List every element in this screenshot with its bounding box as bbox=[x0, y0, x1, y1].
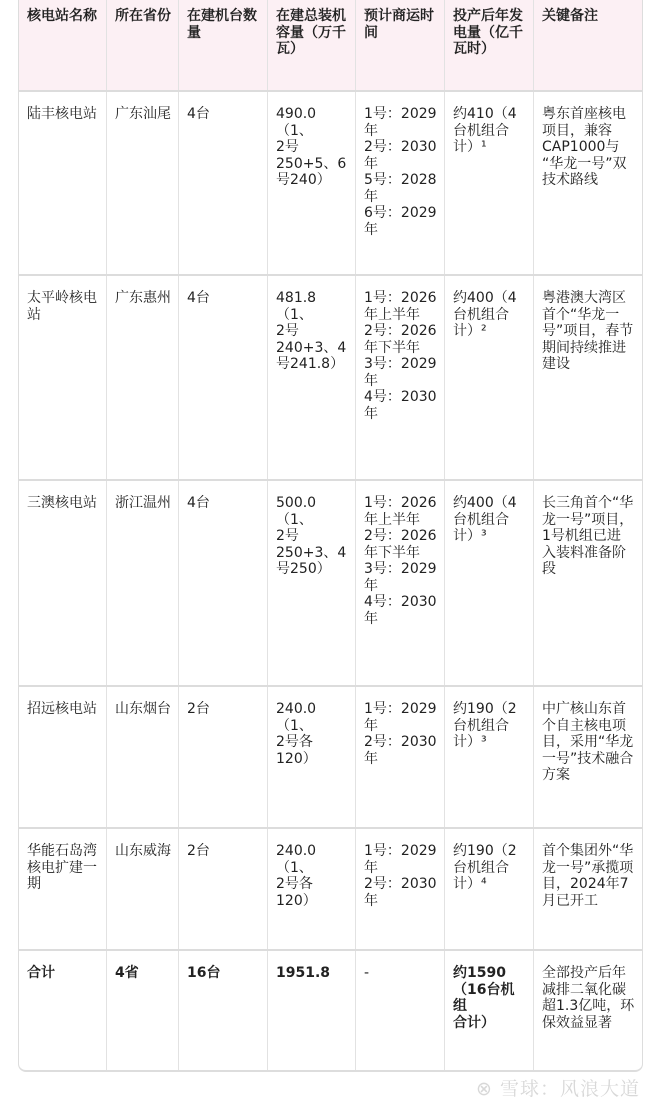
table-cell: 1号：2029 年 2号：2030 年 bbox=[356, 687, 445, 827]
table-cell: 4台 bbox=[179, 481, 268, 685]
table-cell: 山东烟台 bbox=[107, 687, 179, 827]
table-cell: 约400（4 台机组合 计）² bbox=[445, 276, 534, 479]
table-cell: 240.0（1、 2号各 120） bbox=[268, 687, 356, 827]
table-cell: 粤港澳大湾区 首个“华龙一 号”项目，春节 期间持续推进 建设 bbox=[542, 290, 634, 372]
table-cell: 广东惠州 bbox=[107, 276, 179, 479]
table-cell: 山东威海 bbox=[107, 829, 179, 949]
table-cell: 三澳核电站 bbox=[19, 481, 107, 685]
table-cell: 合计 bbox=[19, 951, 107, 1070]
table-cell: 太平岭核电 站 bbox=[19, 276, 107, 479]
header-cell: 在建总装机 容量（万千 瓦） bbox=[268, 0, 356, 90]
table-cell: 全部投产后年 减排二氧化碳 超1.3亿吨，环 保效益显著 bbox=[542, 965, 635, 1031]
table-cell: 4省 bbox=[107, 951, 179, 1070]
table-cell: 500.0（1、 2号 250+3、4 号250） bbox=[268, 481, 356, 685]
table-row bbox=[19, 276, 642, 481]
table-cell: 240.0（1、 2号各 120） bbox=[268, 829, 356, 949]
table-cell: 1号：2026 年上半年 2号：2026 年下半年 3号：2029 年 4号：2030 年 bbox=[356, 481, 445, 685]
table-cell: 长三角首个“华 龙一号”项目， 1号机组已进 入装料准备阶 段 bbox=[542, 495, 634, 577]
table-cell: 481.8（1、 2号 240+3、4 号241.8） bbox=[268, 276, 356, 479]
nuclear-plants-table bbox=[18, 0, 643, 1072]
table-cell: 1号：2029 年 2号：2030 年 5号：2028 年 6号：2029 年 bbox=[356, 92, 445, 274]
table-cell: 首个集团外“华 龙一号”承揽项 目，2024年7 月已开工 bbox=[542, 843, 634, 909]
table-cell: 浙江温州 bbox=[107, 481, 179, 685]
table-cell: 1号：2026 年上半年 2号：2026 年下半年 3号：2029 年 4号：2030 年 bbox=[356, 276, 445, 479]
table-cell: 华能石岛湾 核电扩建一 期 bbox=[19, 829, 107, 949]
table-cell: 中广核山东首 个自主核电项 目，采用“华龙 一号”技术融合 方案 bbox=[542, 701, 634, 783]
table-row bbox=[19, 687, 642, 829]
table-cell: 16台 bbox=[179, 951, 268, 1070]
watermark-text: 雪球：风浪大道 bbox=[499, 1078, 640, 1100]
header-cell: 关键备注 bbox=[542, 8, 598, 24]
header-cell: 所在省份 bbox=[107, 0, 179, 90]
table-cell: 约190（2 台机组合 计）⁴ bbox=[445, 829, 534, 949]
table-cell: 4台 bbox=[179, 276, 268, 479]
table-cell: 约400（4 台机组合 计）³ bbox=[445, 481, 534, 685]
table-cell: 2台 bbox=[179, 687, 268, 827]
header-cell: 投产后年发 电量（亿千 瓦时） bbox=[445, 0, 534, 90]
table-row bbox=[19, 481, 642, 687]
table-row bbox=[19, 92, 642, 276]
header-cell: 预计商运时 间 bbox=[356, 0, 445, 90]
table-cell: 2台 bbox=[179, 829, 268, 949]
table-cell: 约410（4 台机组合 计）¹ bbox=[445, 92, 534, 274]
table-cell: 招远核电站 bbox=[19, 687, 107, 827]
table-cell: 约190（2 台机组合 计）³ bbox=[445, 687, 534, 827]
header-cell: 在建机台数 量 bbox=[179, 0, 268, 90]
table-cell: 粤东首座核电 项目，兼容 CAP1000与 “华龙一号”双 技术路线 bbox=[542, 106, 627, 188]
table-header-row bbox=[19, 0, 642, 92]
header-cell: 核电站名称 bbox=[19, 0, 107, 90]
table-cell: 1951.8 bbox=[268, 951, 356, 1070]
snowball-logo-icon: ⊗ bbox=[476, 1078, 493, 1100]
total-row bbox=[19, 951, 642, 1070]
watermark bbox=[476, 1074, 640, 1101]
table-cell: 4台 bbox=[179, 92, 268, 274]
table-cell: 陆丰核电站 bbox=[19, 92, 107, 274]
table-cell: - bbox=[356, 951, 445, 1070]
table-cell: 约1590 （16台机组 合计） bbox=[445, 951, 534, 1070]
table-row bbox=[19, 829, 642, 951]
table-cell: 1号：2029 年 2号：2030 年 bbox=[356, 829, 445, 949]
table-cell: 广东汕尾 bbox=[107, 92, 179, 274]
table-cell: 490.0（1、 2号 250+5、6 号240） bbox=[268, 92, 356, 274]
